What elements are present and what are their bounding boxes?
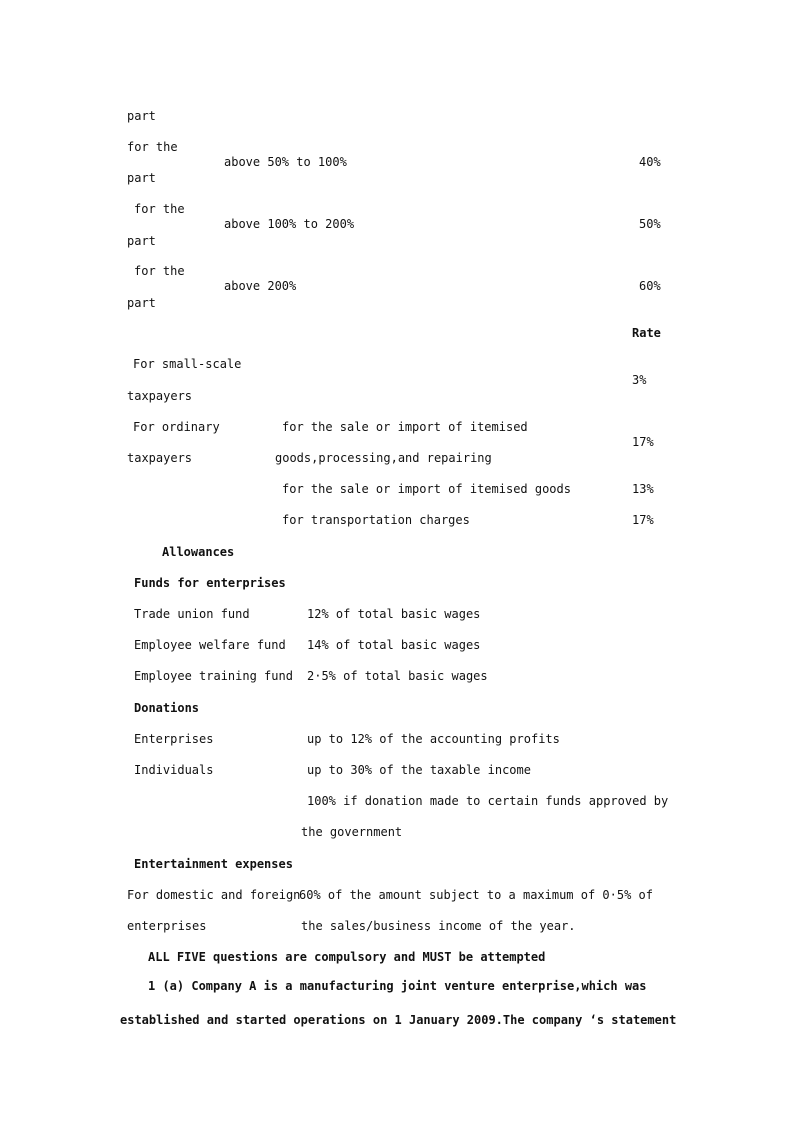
lat-row-bracket: above 100% to 200% <box>224 217 355 231</box>
entertainment-title: Entertainment expenses <box>134 857 293 871</box>
fund-name: Employee welfare fund <box>134 638 286 652</box>
lat-row-prefix: for the <box>134 264 185 278</box>
vat-ordinary-item: for transportation charges <box>282 513 470 527</box>
donations-title: Donations <box>134 701 200 715</box>
allowances-title: Allowances <box>162 545 235 559</box>
lat-row-rate: 40% <box>639 155 661 169</box>
fund-value: 14% of total basic wages <box>307 638 481 652</box>
entertainment-value: 60% of the amount subject to a maximum of 0·5% of <box>299 888 654 902</box>
lat-row-suffix: part <box>127 296 156 310</box>
vat-ordinary-label-2: taxpayers <box>127 451 193 465</box>
fund-name: Employee training fund <box>134 669 293 683</box>
vat-rate-header: Rate <box>632 326 661 340</box>
donation-extra-2: the government <box>301 825 403 839</box>
fund-name: Trade union fund <box>134 607 250 621</box>
vat-ordinary-item: for the sale or import of itemised goods <box>282 482 571 496</box>
questions-instruction: ALL FIVE questions are compulsory and MUST be attempted <box>148 950 546 964</box>
donation-value: up to 12% of the accounting profits <box>307 732 560 746</box>
lat-row-prefix: for the <box>134 202 185 216</box>
lat-part-text: part <box>127 109 156 123</box>
vat-small-scale-rate: 3% <box>632 373 647 387</box>
lat-row-prefix: for the <box>127 140 178 154</box>
question-1-line-1: 1 (a) Company A is a manufacturing joint venture enterprise,which was <box>148 979 647 993</box>
donation-extra: 100% if donation made to certain funds approved by <box>307 794 669 808</box>
donation-name: Enterprises <box>134 732 214 746</box>
entertainment-name: For domestic and foreign <box>127 888 301 902</box>
vat-ordinary-label: For ordinary <box>133 420 220 434</box>
entertainment-name-2: enterprises <box>127 919 207 933</box>
funds-title: Funds for enterprises <box>134 576 286 590</box>
lat-row-suffix: part <box>127 171 156 185</box>
entertainment-value-2: the sales/business income of the year. <box>301 919 576 933</box>
lat-row-bracket: above 50% to 100% <box>224 155 347 169</box>
fund-value: 12% of total basic wages <box>307 607 481 621</box>
lat-row-rate: 50% <box>639 217 661 231</box>
lat-row-bracket: above 200% <box>224 279 297 293</box>
vat-ordinary-rate: 17% <box>632 513 654 527</box>
lat-row-rate: 60% <box>639 279 661 293</box>
fund-value: 2·5% of total basic wages <box>307 669 488 683</box>
vat-ordinary-item-line2: goods,processing,and repairing <box>275 451 492 465</box>
donation-name: Individuals <box>134 763 214 777</box>
vat-ordinary-rate: 13% <box>632 482 654 496</box>
question-1-line-2: established and started operations on 1 January 2009.The company ‘s statement <box>120 1013 677 1027</box>
vat-small-scale-label: For small-scale <box>133 357 242 371</box>
vat-ordinary-rate: 17% <box>632 435 654 449</box>
donation-value: up to 30% of the taxable income <box>307 763 531 777</box>
vat-small-scale-label-2: taxpayers <box>127 389 193 403</box>
vat-ordinary-item: for the sale or import of itemised <box>282 420 528 434</box>
lat-row-suffix: part <box>127 234 156 248</box>
